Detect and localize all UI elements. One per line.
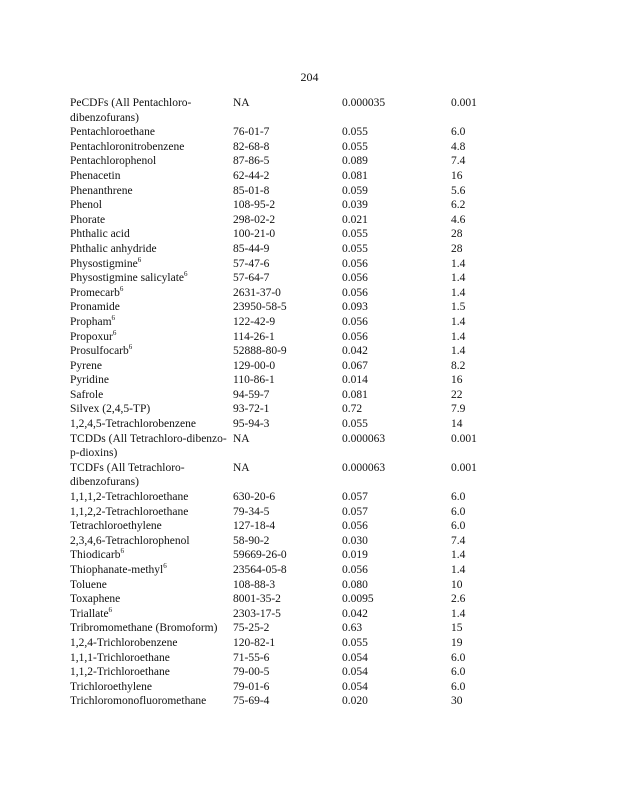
cas-number: 76-01-7 xyxy=(233,126,270,139)
table-row xyxy=(70,198,550,213)
wastewater-standard: 0.080 xyxy=(342,578,368,591)
table-row xyxy=(70,286,550,301)
wastewater-standard: 0.056 xyxy=(342,315,368,328)
table-row xyxy=(70,432,550,461)
constituent-name-cell xyxy=(70,490,230,505)
constituent-name: 1,1,2-Trichloroethane xyxy=(70,666,170,679)
constituent-name-cell xyxy=(70,227,230,242)
constituent-name-cell xyxy=(70,198,230,213)
nonwastewater-standard: 7.4 xyxy=(451,155,466,168)
cas-number: 122-42-9 xyxy=(233,315,276,328)
constituent-name: 1,2,4,5-Tetrachlorobenzene xyxy=(70,418,196,431)
constituent-name: Toluene xyxy=(70,578,107,591)
wastewater-standard: 0.72 xyxy=(342,403,363,416)
table-row xyxy=(70,607,550,622)
wastewater-standard: 0.054 xyxy=(342,680,368,693)
table-row xyxy=(70,140,550,155)
cas-number: 298-02-2 xyxy=(233,213,276,226)
constituent-name: Pentachloronitrobenzene xyxy=(70,140,185,153)
cas-number: 8001-35-2 xyxy=(233,593,281,606)
cas-number: 75-25-2 xyxy=(233,622,270,635)
constituent-name: Phenacetin xyxy=(70,169,121,182)
nonwastewater-standard: 1.4 xyxy=(451,564,466,576)
constituent-name-cell xyxy=(70,432,230,461)
nonwastewater-standard: 1.4 xyxy=(451,549,466,562)
constituent-name: Phthalic acid xyxy=(70,228,130,241)
nonwastewater-standard: 0.001 xyxy=(451,97,477,109)
footnote-marker: 6 xyxy=(111,314,116,323)
table-row xyxy=(70,169,550,184)
wastewater-standard: 0.059 xyxy=(342,184,368,197)
constituent-name: Thiophanate-methyl xyxy=(70,564,164,576)
nonwastewater-standard: 1.5 xyxy=(451,301,466,314)
cas-number: NA xyxy=(233,97,250,109)
table-row xyxy=(70,621,550,636)
table-row xyxy=(70,651,550,666)
constituent-name-cell xyxy=(70,359,230,374)
nonwastewater-standard: 28 xyxy=(451,228,463,241)
wastewater-standard: 0.63 xyxy=(342,622,363,635)
constituent-name-cell xyxy=(70,96,230,125)
table-row xyxy=(70,519,550,534)
nonwastewater-standard: 1.4 xyxy=(451,330,466,343)
constituent-name-cell xyxy=(70,140,230,155)
nonwastewater-standard: 1.4 xyxy=(451,286,466,299)
nonwastewater-standard: 6.0 xyxy=(451,666,466,679)
wastewater-standard: 0.030 xyxy=(342,534,368,547)
constituent-name-cell xyxy=(70,651,230,666)
wastewater-standard: 0.089 xyxy=(342,155,368,168)
constituent-name: Silvex (2,4,5-TP) xyxy=(70,403,151,416)
table-row xyxy=(70,359,550,374)
constituent-name-cell xyxy=(70,286,230,301)
cas-number: 52888-80-9 xyxy=(233,345,287,358)
constituent-name: 1,1,1,2-Tetrachloroethane xyxy=(70,491,189,504)
constituent-name: Phenanthrene xyxy=(70,184,133,197)
constituent-name-cell xyxy=(70,300,230,315)
table-row xyxy=(70,184,550,199)
nonwastewater-standard: 28 xyxy=(451,242,463,255)
wastewater-standard: 0.0095 xyxy=(342,593,374,606)
cas-number: 79-34-5 xyxy=(233,505,270,518)
cas-number: 85-01-8 xyxy=(233,184,270,197)
footnote-marker: 6 xyxy=(184,270,188,279)
cas-number: 85-44-9 xyxy=(233,242,270,255)
constituent-name: TCDFs (All Tetrachloro-dibenzofurans) xyxy=(70,461,185,489)
table-row xyxy=(70,694,550,709)
wastewater-standard: 0.055 xyxy=(342,126,368,139)
cas-number: 79-01-6 xyxy=(233,680,270,693)
table-row xyxy=(70,271,550,286)
constituent-name-cell xyxy=(70,665,230,680)
cas-number: 71-55-6 xyxy=(233,651,270,664)
footnote-marker: 6 xyxy=(128,343,133,352)
constituent-name-cell xyxy=(70,563,230,578)
cas-number: 108-95-2 xyxy=(233,199,276,212)
constituent-name-cell xyxy=(70,680,230,695)
table-row xyxy=(70,300,550,315)
cas-number: 58-90-2 xyxy=(233,534,270,547)
nonwastewater-standard: 1.4 xyxy=(451,257,466,270)
wastewater-standard: 0.042 xyxy=(342,345,368,358)
constituent-name-cell xyxy=(70,607,230,622)
wastewater-standard: 0.000063 xyxy=(342,432,386,445)
constituents-table xyxy=(70,96,550,709)
constituent-name: Thiodicarb xyxy=(70,549,121,562)
table-row xyxy=(70,592,550,607)
nonwastewater-standard: 22 xyxy=(451,388,463,401)
cas-number: 120-82-1 xyxy=(233,636,276,649)
wastewater-standard: 0.021 xyxy=(342,213,368,226)
wastewater-standard: 0.056 xyxy=(342,520,368,533)
nonwastewater-standard: 2.6 xyxy=(451,593,466,606)
table-row xyxy=(70,213,550,228)
constituent-name: Physostigmine salicylate xyxy=(70,272,185,285)
wastewater-standard: 0.055 xyxy=(342,636,368,649)
wastewater-standard: 0.057 xyxy=(342,491,368,504)
nonwastewater-standard: 6.0 xyxy=(451,680,466,693)
constituent-name: Trichloroethylene xyxy=(70,680,152,693)
cas-number: 23950-58-5 xyxy=(233,301,287,314)
constituent-name: 1,2,4-Trichlorobenzene xyxy=(70,636,178,649)
wastewater-standard: 0.055 xyxy=(342,418,368,431)
constituent-name-cell xyxy=(70,505,230,520)
constituent-name-cell xyxy=(70,548,230,563)
cas-number: NA xyxy=(233,461,250,474)
footnote-marker: 6 xyxy=(137,255,142,264)
constituent-name-cell xyxy=(70,344,230,359)
constituent-name-cell xyxy=(70,213,230,228)
constituent-name-cell xyxy=(70,257,230,272)
constituent-name: 1,1,1-Trichloroethane xyxy=(70,651,170,664)
cas-number: 127-18-4 xyxy=(233,520,276,533)
table-row xyxy=(70,665,550,680)
cas-number: 114-26-1 xyxy=(233,330,275,343)
cas-number: 75-69-4 xyxy=(233,695,270,708)
constituent-name-cell xyxy=(70,271,230,286)
wastewater-standard: 0.056 xyxy=(342,564,368,576)
constituent-name: Promecarb xyxy=(70,286,120,299)
constituent-name: Safrole xyxy=(70,388,104,401)
wastewater-standard: 0.093 xyxy=(342,301,368,314)
table-row xyxy=(70,388,550,403)
nonwastewater-standard: 6.2 xyxy=(451,199,466,212)
constituent-name-cell xyxy=(70,461,230,490)
nonwastewater-standard: 16 xyxy=(451,169,463,182)
nonwastewater-standard: 6.0 xyxy=(451,126,466,139)
constituent-name-cell xyxy=(70,592,230,607)
table-row xyxy=(70,461,550,490)
nonwastewater-standard: 19 xyxy=(451,636,463,649)
cas-number: 57-47-6 xyxy=(233,257,270,270)
wastewater-standard: 0.056 xyxy=(342,286,368,299)
nonwastewater-standard: 7.9 xyxy=(451,403,466,416)
cas-number: 57-64-7 xyxy=(233,272,270,285)
cas-number: 2631-37-0 xyxy=(233,286,281,299)
cas-number: 94-59-7 xyxy=(233,388,270,401)
constituent-name: Pentachlorophenol xyxy=(70,155,157,168)
cas-number: 630-20-6 xyxy=(233,491,276,504)
wastewater-standard: 0.056 xyxy=(342,257,368,270)
wastewater-standard: 0.067 xyxy=(342,359,368,372)
table-row xyxy=(70,490,550,505)
cas-number: NA xyxy=(233,432,250,445)
footnote-marker: 6 xyxy=(120,547,124,556)
constituent-name: Physostigmine xyxy=(70,257,138,270)
cas-number: 23564-05-8 xyxy=(233,564,287,576)
constituent-name: Phthalic anhydride xyxy=(70,242,157,255)
table-row xyxy=(70,417,550,432)
wastewater-standard: 0.014 xyxy=(342,374,368,387)
constituent-name-cell xyxy=(70,154,230,169)
cas-number: 2303-17-5 xyxy=(233,607,281,620)
nonwastewater-standard: 1.4 xyxy=(451,607,466,620)
constituent-name: Trichloromonofluoromethane xyxy=(70,695,207,708)
constituent-name: Triallate xyxy=(70,607,109,620)
wastewater-standard: 0.056 xyxy=(342,330,368,343)
table-row xyxy=(70,257,550,272)
wastewater-standard: 0.055 xyxy=(342,242,368,255)
constituent-name-cell xyxy=(70,636,230,651)
constituent-name: Toxaphene xyxy=(70,593,121,606)
nonwastewater-standard: 6.0 xyxy=(451,491,466,504)
constituent-name-cell xyxy=(70,694,230,709)
wastewater-standard: 0.081 xyxy=(342,388,368,401)
nonwastewater-standard: 30 xyxy=(451,695,463,708)
cas-number: 95-94-3 xyxy=(233,418,270,431)
cas-number: 100-21-0 xyxy=(233,228,276,241)
constituent-name-cell xyxy=(70,519,230,534)
nonwastewater-standard: 1.4 xyxy=(451,272,466,285)
constituent-name-cell xyxy=(70,417,230,432)
constituent-name-cell xyxy=(70,621,230,636)
constituent-name: Tribromomethane (Bromoform) xyxy=(70,622,218,635)
nonwastewater-standard: 6.0 xyxy=(451,520,466,533)
table-row xyxy=(70,373,550,388)
constituent-name: Pronamide xyxy=(70,301,120,314)
nonwastewater-standard: 5.6 xyxy=(451,184,466,197)
table-row xyxy=(70,402,550,417)
table-row xyxy=(70,578,550,593)
nonwastewater-standard: 6.0 xyxy=(451,651,466,664)
table-row xyxy=(70,330,550,345)
wastewater-standard: 0.039 xyxy=(342,199,368,212)
constituent-name: Tetrachloroethylene xyxy=(70,520,162,533)
cas-number: 129-00-0 xyxy=(233,359,276,372)
constituent-name-cell xyxy=(70,373,230,388)
table-row xyxy=(70,636,550,651)
table-row xyxy=(70,344,550,359)
constituent-name: 2,3,4,6-Tetrachlorophenol xyxy=(70,534,190,547)
wastewater-standard: 0.057 xyxy=(342,505,368,518)
table-row xyxy=(70,534,550,549)
cas-number: 79-00-5 xyxy=(233,666,270,679)
nonwastewater-standard: 1.4 xyxy=(451,315,466,328)
constituent-name: 1,1,2,2-Tetrachloroethane xyxy=(70,505,189,518)
wastewater-standard: 0.055 xyxy=(342,140,368,153)
constituent-name-cell xyxy=(70,242,230,257)
cas-number: 59669-26-0 xyxy=(233,549,287,562)
table-row xyxy=(70,96,550,125)
nonwastewater-standard: 8.2 xyxy=(451,359,466,372)
constituent-name: Phenol xyxy=(70,199,102,212)
table-row xyxy=(70,125,550,140)
constituent-name: Phorate xyxy=(70,213,106,226)
table-row xyxy=(70,227,550,242)
wastewater-standard: 0.055 xyxy=(342,228,368,241)
nonwastewater-standard: 6.0 xyxy=(451,505,466,518)
cas-number: 87-86-5 xyxy=(233,155,270,168)
footnote-marker: 6 xyxy=(108,605,113,614)
nonwastewater-standard: 0.001 xyxy=(451,432,477,445)
constituent-name-cell xyxy=(70,402,230,417)
constituent-name-cell xyxy=(70,315,230,330)
table-row xyxy=(70,315,550,330)
nonwastewater-standard: 10 xyxy=(451,578,463,591)
constituent-name: TCDDs (All Tetrachloro-dibenzo-p-dioxins) xyxy=(70,432,227,460)
constituent-name: Pentachloroethane xyxy=(70,126,155,139)
nonwastewater-standard: 14 xyxy=(451,418,463,431)
cas-number: 82-68-8 xyxy=(233,140,270,153)
cas-number: 93-72-1 xyxy=(233,403,270,416)
table-row xyxy=(70,563,550,578)
cas-number: 108-88-3 xyxy=(233,578,276,591)
constituent-name-cell xyxy=(70,169,230,184)
wastewater-standard: 0.042 xyxy=(342,607,368,620)
wastewater-standard: 0.054 xyxy=(342,651,368,664)
nonwastewater-standard: 15 xyxy=(451,622,463,635)
constituent-name-cell xyxy=(70,578,230,593)
page-number: 204 xyxy=(300,70,319,84)
cas-number: 110-86-1 xyxy=(233,374,275,387)
table-row xyxy=(70,680,550,695)
wastewater-standard: 0.000035 xyxy=(342,97,386,109)
constituent-name: Pyridine xyxy=(70,374,109,387)
constituent-name-cell xyxy=(70,388,230,403)
constituent-name-cell xyxy=(70,534,230,549)
constituent-name: Propoxur xyxy=(70,330,113,343)
constituent-name: Propham xyxy=(70,315,112,328)
constituent-name: Pyrene xyxy=(70,359,102,372)
nonwastewater-standard: 16 xyxy=(451,374,463,387)
nonwastewater-standard: 4.6 xyxy=(451,213,466,226)
constituent-name-cell xyxy=(70,330,230,345)
wastewater-standard: 0.056 xyxy=(342,272,368,285)
wastewater-standard: 0.019 xyxy=(342,549,368,562)
table-row xyxy=(70,548,550,563)
table-row xyxy=(70,505,550,520)
nonwastewater-standard: 4.8 xyxy=(451,140,466,153)
footnote-marker: 6 xyxy=(112,328,117,337)
wastewater-standard: 0.000063 xyxy=(342,461,386,474)
table-row xyxy=(70,154,550,169)
wastewater-standard: 0.081 xyxy=(342,169,368,182)
wastewater-standard: 0.020 xyxy=(342,695,368,708)
footnote-marker: 6 xyxy=(163,562,167,571)
constituent-name: PeCDFs (All Pentachloro-dibenzofurans) xyxy=(70,97,192,124)
table-row xyxy=(70,242,550,257)
constituent-name: Prosulfocarb xyxy=(70,345,129,358)
cas-number: 62-44-2 xyxy=(233,169,270,182)
wastewater-standard: 0.054 xyxy=(342,666,368,679)
constituent-name-cell xyxy=(70,184,230,199)
nonwastewater-standard: 1.4 xyxy=(451,345,466,358)
nonwastewater-standard: 0.001 xyxy=(451,461,477,474)
footnote-marker: 6 xyxy=(119,284,124,293)
constituent-name-cell xyxy=(70,125,230,140)
nonwastewater-standard: 7.4 xyxy=(451,534,466,547)
